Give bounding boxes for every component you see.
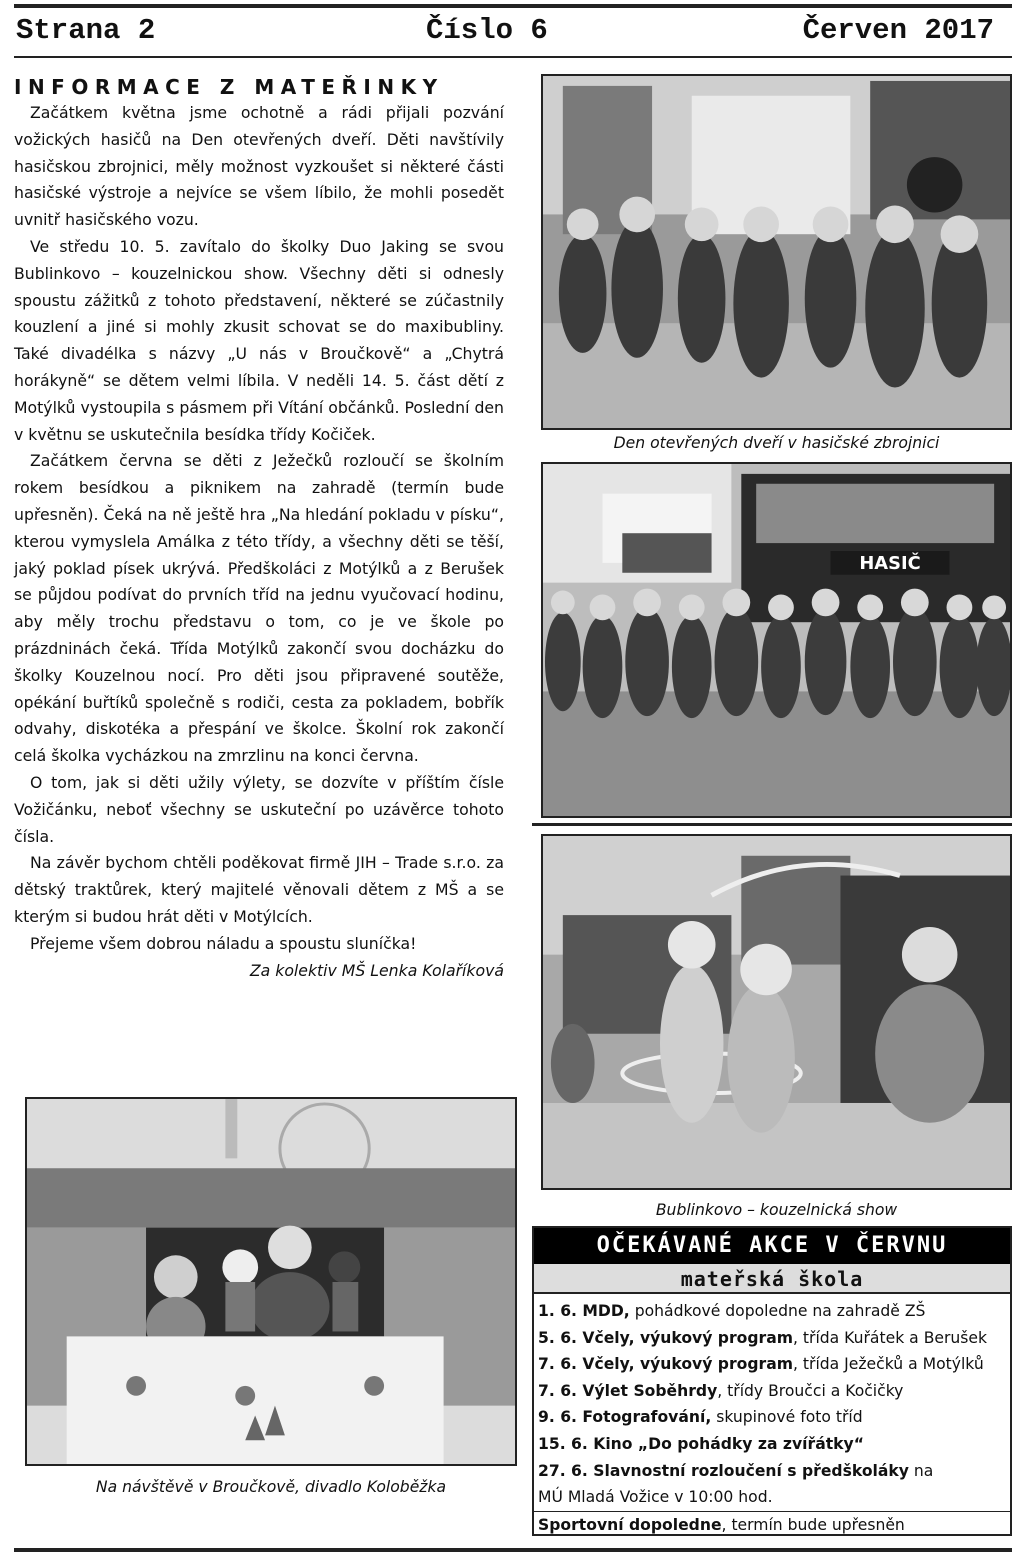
article-title: INFORMACE Z MATEŘINKY bbox=[14, 75, 444, 99]
bottom-rule bbox=[14, 1548, 1012, 1552]
event-item: 9. 6. Fotografování, skupinové foto tříd bbox=[538, 1408, 863, 1427]
article-paragraph: Ve středu 10. 5. zavítalo do školky Duo Jaking se svou Bublinkovo – kouzelnickou show. Všechny děti si odnesly spoustu zážitků z tohoto představení, některé se zúčastnily kouzlení a jiné si mohly zkusit schovat se do maxibubliny. Také divadélka s názvy „U nás v Broučkově“ a „Chytrá horákyně“ se dětem velmi líbila. V neděli 14. 5. část dětí z Motýlků vystoupila s pásmem při Vítání občánků. Poslední den v květnu se uskutečnila besídka třídy Kočiček. bbox=[14, 236, 504, 444]
issue-date: Červen 2017 bbox=[802, 14, 994, 47]
event-item: 5. 6. Včely, výukový program, třída Kuřátek a Berušek bbox=[538, 1328, 988, 1347]
article-signature: Za kolektiv MŠ Lenka Kolaříková bbox=[249, 960, 504, 980]
puppet-theatre-caption: Na návštěvě v Broučkově, divadlo Koloběžka bbox=[95, 1478, 447, 1496]
header-rule bbox=[14, 56, 1012, 58]
fire-station-caption: Den otevřených dveří v hasičské zbrojnici bbox=[613, 434, 940, 452]
article-paragraph: Přejeme všem dobrou náladu a spoustu sluníčka! bbox=[30, 933, 417, 953]
event-item: 1. 6. MDD, pohádkové dopoledne na zahradě ZŠ bbox=[538, 1302, 926, 1320]
fire-station-photo bbox=[541, 74, 1012, 430]
bubble-show-caption: Bublinkovo – kouzelnická show bbox=[655, 1201, 898, 1219]
events-box bbox=[532, 1226, 1012, 1536]
article-paragraph: Začátkem května jsme ochotně a rádi přijali pozvání vožických hasičů na Den otevřených dveří. Děti navštívily hasičskou zbrojnici, měly možnost vyzkoušet si některé části hasičské výstroje a nejvíce se všem líbilo, že mohli posedět uvnitř hasičského vozu. bbox=[14, 103, 504, 230]
events-subtitle: mateřská škola bbox=[534, 1264, 1010, 1294]
page-number: Strana 2 bbox=[16, 14, 156, 47]
fire-truck-photo bbox=[541, 462, 1012, 818]
event-item: 15. 6. Kino „Do pohádky za zvířátky“ bbox=[538, 1434, 864, 1453]
events-list bbox=[534, 1294, 1010, 1538]
article-paragraph: Začátkem června se děti z Ježečků rozloučí se školním rokem besídkou a piknikem na zahradě (termín bude upřesněn). Čeká na ně ještě hra „Na hledání pokladu v písku“, kterou vymyslela Amálka z této třídy, a všechny děti se těší, jaký poklad písek ukrývá. Předškoláci z Motýlků a z Berušek se půjdou podívat do prvních tříd na jednu vyučovací hodinu, aby měly trochu představu o tom, co je ve škole po prázdninách čeká. Třída Motýlků zakončí svou docházku do školky Kouzelnou nocí. Pro děti jsou připravené soutěže, opékání buřtíků společně s rodiči, cesta za pokladem, bobřík odvahy, diskotéka a přespání ve školce. Školní rok zakončí celá školka vycházkou na zmrzlinu na konci června. bbox=[14, 451, 504, 766]
event-item: 7. 6. Včely, výukový program, třída Ježečků a Motýlků bbox=[538, 1355, 984, 1374]
article-paragraph: Na závěr bychom chtěli poděkovat firmě JIH – Trade s.r.o. za dětský traktůrek, který majitelé věnovali dětem z MŠ a se kterým si budou hrát děti v Motýlcích. bbox=[14, 853, 504, 926]
photo-separator bbox=[532, 823, 1012, 826]
event-item: MÚ Mladá Vožice v 10:00 hod. bbox=[538, 1488, 773, 1507]
bubble-show-photo bbox=[541, 834, 1012, 1190]
puppet-theatre-photo bbox=[25, 1097, 517, 1466]
event-item: 7. 6. Výlet Soběhrdy, třídy Broučci a Kočičky bbox=[538, 1381, 904, 1400]
truck-label: HASIČ bbox=[859, 552, 921, 574]
kindergarten-article bbox=[14, 74, 504, 984]
page-header bbox=[14, 14, 994, 54]
event-item: 27. 6. Slavnostní rozloučení s předškoláky na bbox=[538, 1461, 934, 1480]
event-item: Sportovní dopoledne, termín bude upřesněn bbox=[534, 1511, 1010, 1539]
issue-number: Číslo 6 bbox=[426, 14, 548, 47]
events-title: OČEKÁVANÉ AKCE V ČERVNU bbox=[534, 1228, 1010, 1264]
article-paragraph: O tom, jak si děti užily výlety, se dozvíte v příštím čísle Vožičánku, neboť všechny se uskuteční po uzávěrce tohoto čísla. bbox=[14, 772, 504, 846]
top-rule bbox=[14, 4, 1012, 8]
